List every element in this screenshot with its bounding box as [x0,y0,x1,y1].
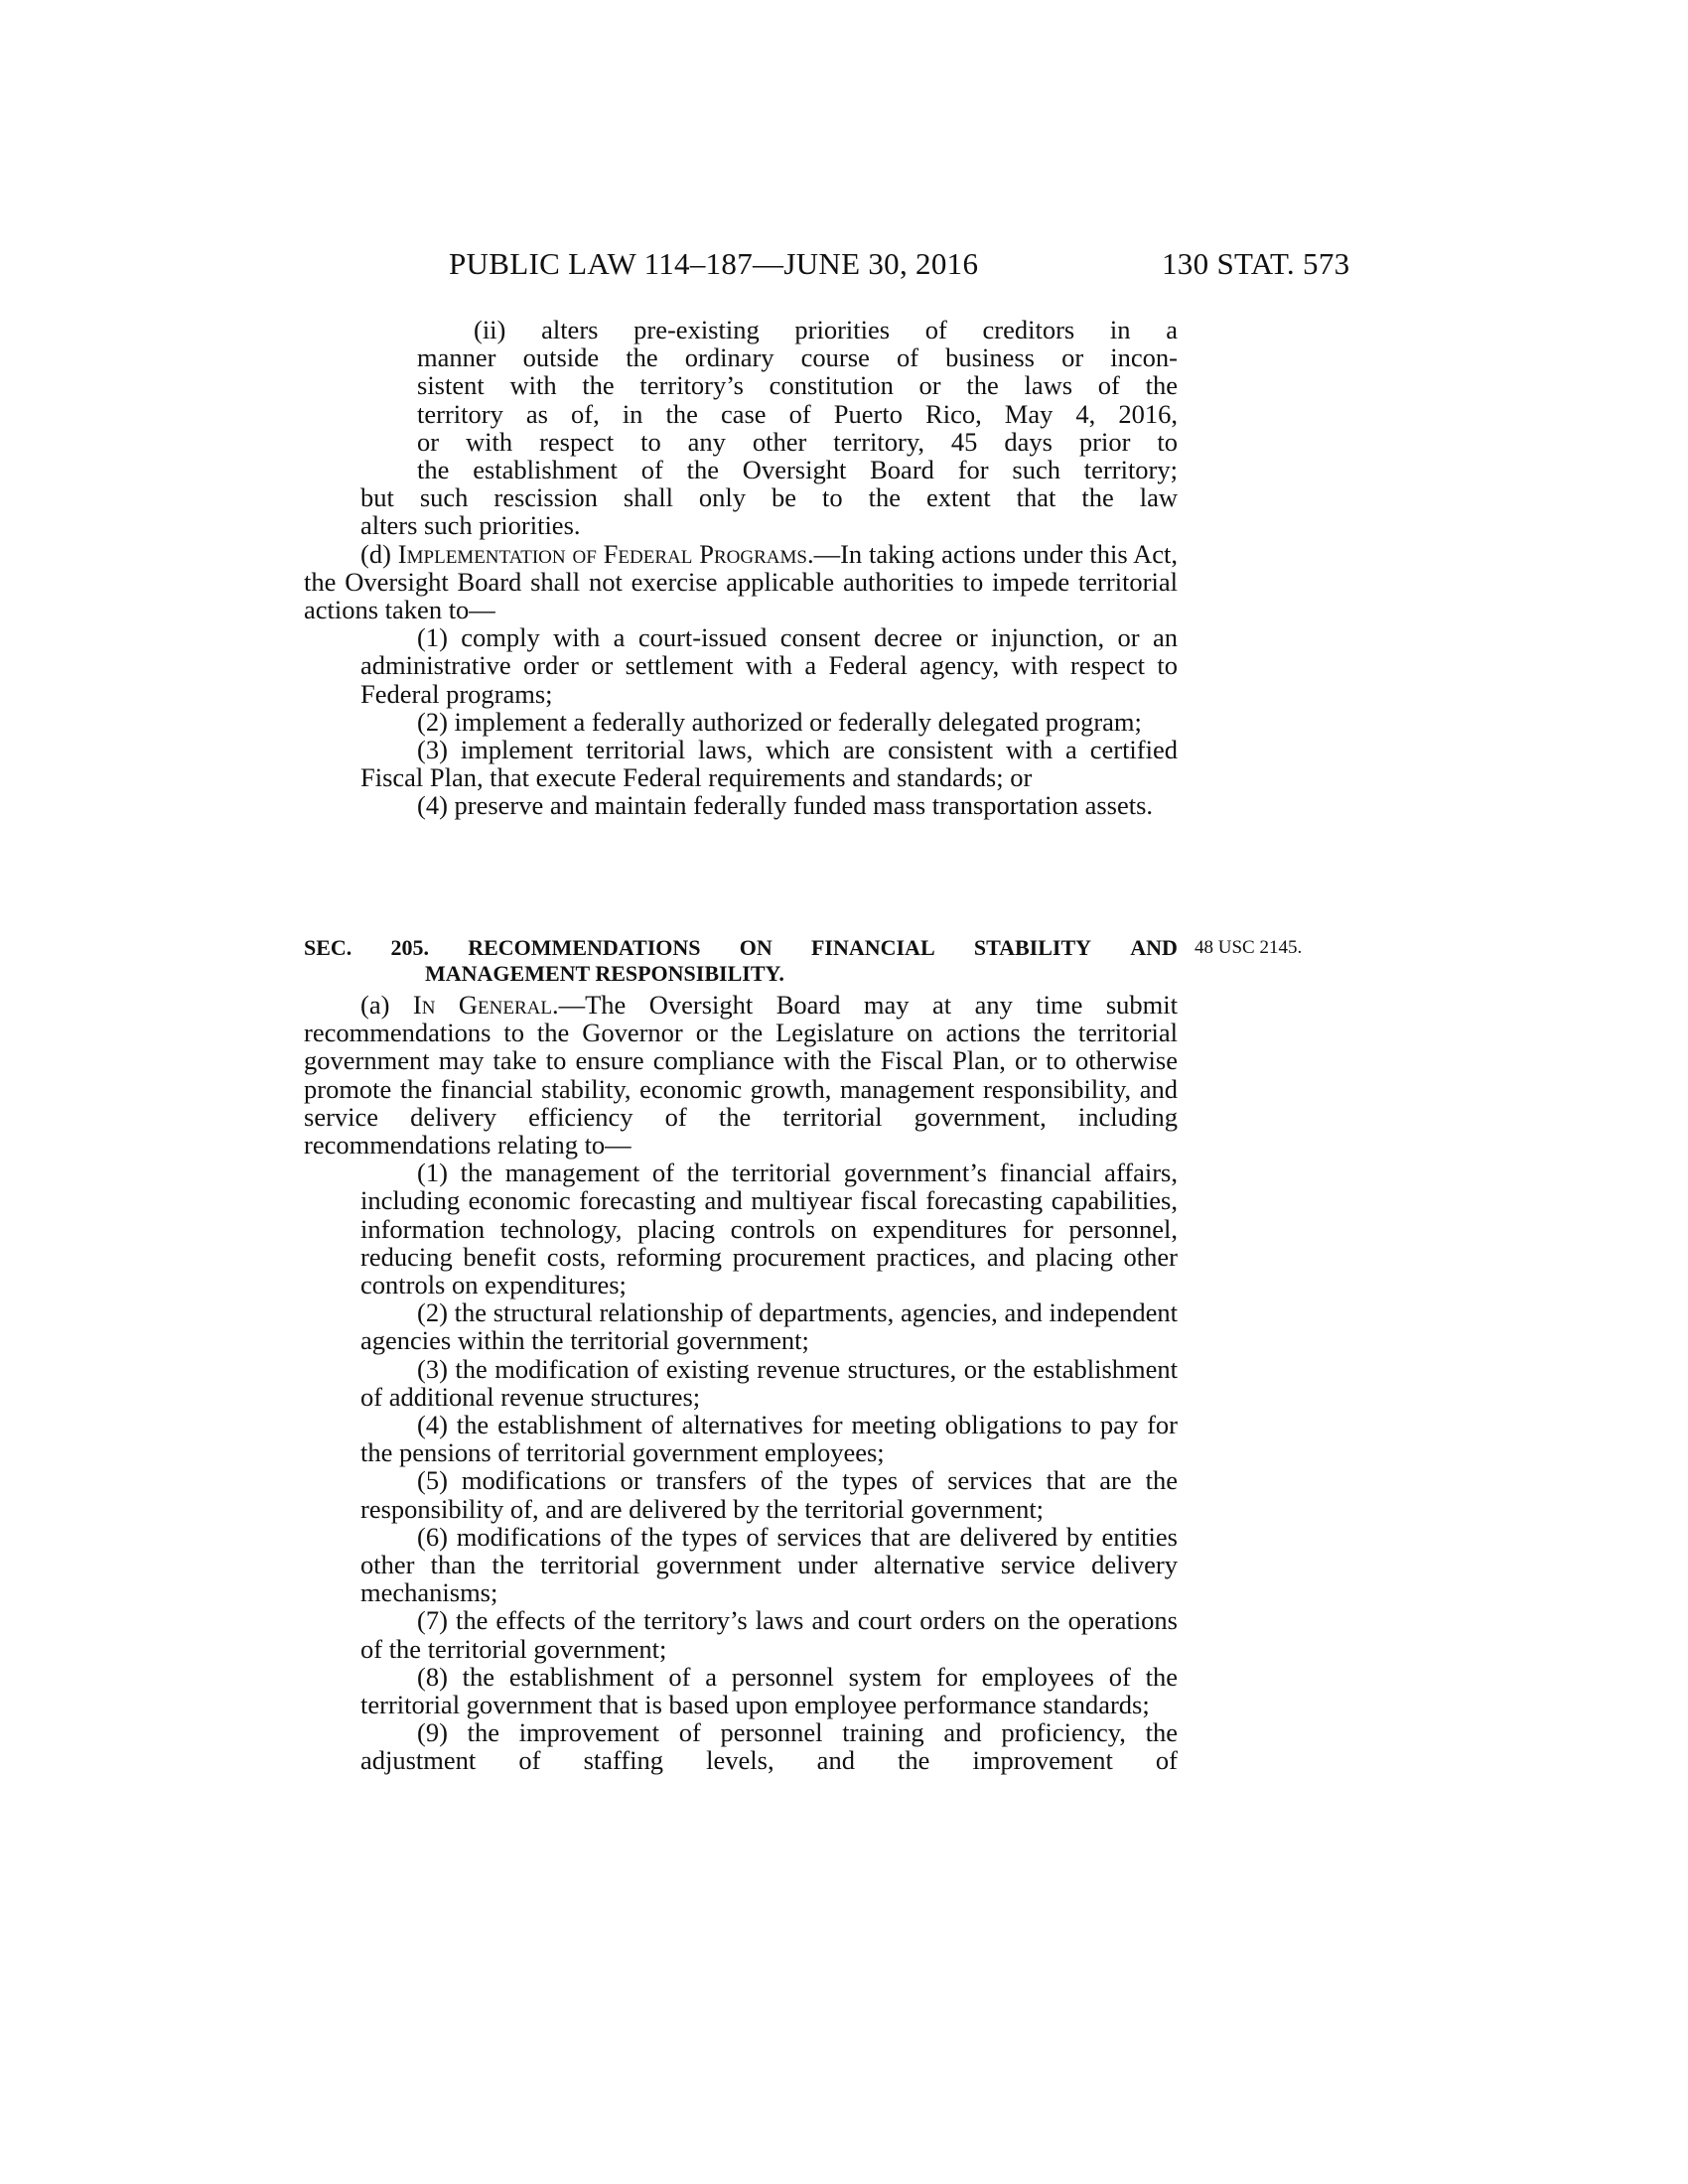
subsection-d-item: (3) implement territorial laws, which are consistent with a certified Fiscal Plan, that execute Federal requirements and standards; or [360,735,1178,793]
subsection-a-item: (7) the effects of the territory’s laws and court orders on the operations of the territorial government; [360,1605,1178,1664]
subsection-a-item: (9) the improvement of personnel training and proficiency, the adjustment of staffing levels, and the improvement of [360,1717,1178,1776]
section-number: 205. [390,935,430,960]
clause-ii-line: territory as of, in the case of Puerto Rico, May 4, 2016, [417,398,1178,429]
subsection-a-text: .—The Oversight Board may at any time submit recommendations to the Governor or the Legislature on actions the territorial government may take to ensure compliance with the Fiscal Plan, or to otherwise promote the financial stability, economic growth, management responsibility, and service delivery efficiency of the territorial government, including recommendations relating to— [304,990,1178,1160]
clause-ii-line: sistent with the territory’s constitution or the laws of the [417,370,1178,401]
usc-margin-note: 48 USC 2145. [1195,937,1303,958]
header-stat-page: 130 STAT. 573 [1162,246,1350,281]
section-heading-word: RECOMMENDATIONS [468,935,701,960]
subsection-d-label: (d) [360,538,398,569]
subsection-a-item: (3) the modification of existing revenue structures, or the establishment of additional revenue structures; [360,1353,1178,1412]
header-title: PUBLIC LAW 114–187—JUNE 30, 2016 [449,246,979,281]
subsection-d-item: (1) comply with a court-issued consent decree or injunction, or an administrative order or settlement with a Federal agency, with respect to Federal programs; [360,622,1178,709]
clause-ii-line: the establishment of the Oversight Board for such territory; [417,455,1178,485]
section-heading-word: FINANCIAL [810,935,935,960]
section-heading-word: ON [739,935,773,960]
clause-ii-line: manner outside the ordinary course of business or incon- [417,342,1178,373]
subsection-d-item: (4) preserve and maintain federally funded mass transportation assets. [417,790,1154,821]
subsection-a-item: (5) modifications or transfers of the types of services that are the responsibility of, and are delivered by the territorial government; [360,1465,1178,1524]
rescission-line: but such rescission shall only be to the extent that the law [360,482,1178,513]
top-block [304,316,1178,820]
rescission-clause [304,483,1178,539]
clause-ii-line: or with respect to any other territory, 45 days prior to [417,426,1178,457]
subsection-a [304,991,1178,1159]
subsection-a-block [304,991,1178,1775]
section-205-heading [304,935,1178,987]
subsection-a-label: (a) [360,990,413,1020]
section-heading-line2: MANAGEMENT RESPONSIBILITY. [425,961,784,986]
clause-ii-line: (ii) alters pre-existing priorities of creditors in a [474,315,1178,344]
section-heading-word: AND [1130,935,1178,960]
section-heading-word: STABILITY [973,935,1092,960]
subsection-a-item: (4) the establishment of alternatives for meeting obligations to pay for the pensions of territorial government employees; [360,1410,1178,1468]
rescission-line: alters such priorities. [360,510,581,541]
subsection-a-item: (6) modifications of the types of services that are delivered by entities other than the territorial government under alternative service delivery mechanisms; [360,1521,1178,1608]
subsection-a-item: (1) the management of the territorial government’s financial affairs, including economic forecasting and multiyear fiscal forecasting capabilities, information technology, placing controls on expenditures for personnel, reducing benefit costs, reforming procurement practices, and placing other controls on expenditures; [360,1158,1178,1300]
clause-ii [304,316,1178,483]
subsection-d-heading: Implementation of Federal Programs [397,538,807,569]
subsection-a-heading: In General [412,990,552,1020]
subsection-d-text: .—In taking actions under this Act, the Oversight Board shall not exercise applicable authorities to impede territorial actions taken to— [304,538,1178,625]
subsection-d [304,540,1178,624]
section-label: SEC. [304,935,352,960]
subsection-a-item: (2) the structural relationship of departments, agencies, and independent agencies within the territorial government; [360,1297,1178,1356]
subsection-d-item: (2) implement a federally authorized or federally delegated program; [417,706,1142,737]
subsection-a-item: (8) the establishment of a personnel system for employees of the territorial government that is based upon employee performance standards; [360,1661,1178,1720]
